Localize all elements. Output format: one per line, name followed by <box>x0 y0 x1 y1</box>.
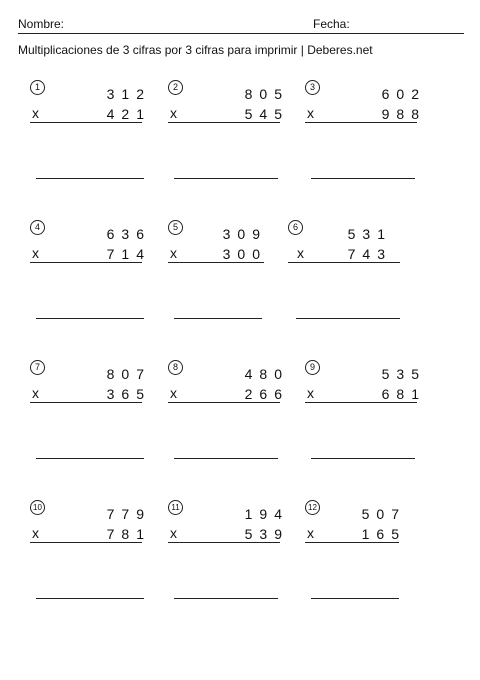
problem-3 <box>305 80 430 190</box>
problem-number-badge: 2 <box>168 80 183 95</box>
multiplication-rule <box>305 402 417 403</box>
problem-6 <box>288 220 413 330</box>
problem-7 <box>30 360 155 470</box>
multiplier: 545 <box>244 106 289 122</box>
problem-number-badge: 9 <box>305 360 320 375</box>
times-sign: x <box>32 385 39 401</box>
multiplier: 714 <box>106 246 151 262</box>
answer-line <box>296 318 400 319</box>
multiplication-rule <box>288 262 400 263</box>
problem-number-badge: 12 <box>305 500 320 515</box>
answer-line <box>174 318 262 319</box>
problem-number-badge: 10 <box>30 500 45 515</box>
answer-line <box>311 598 399 599</box>
problem-number-badge: 1 <box>30 80 45 95</box>
multiplication-rule <box>168 122 280 123</box>
multiplicand: 636 <box>106 226 151 242</box>
multiplier: 539 <box>244 526 289 542</box>
problem-1 <box>30 80 155 190</box>
multiplication-rule <box>30 402 142 403</box>
times-sign: x <box>307 525 314 541</box>
multiplier: 165 <box>361 526 406 542</box>
answer-line <box>36 598 144 599</box>
problem-11 <box>168 500 293 610</box>
date-label: Fecha: <box>313 17 350 31</box>
times-sign: x <box>170 525 177 541</box>
problem-number-badge: 4 <box>30 220 45 235</box>
multiplier: 781 <box>106 526 151 542</box>
multiplier: 743 <box>347 246 392 262</box>
times-sign: x <box>32 105 39 121</box>
answer-line <box>311 178 415 179</box>
times-sign: x <box>307 105 314 121</box>
name-label: Nombre: <box>18 17 65 31</box>
problem-4 <box>30 220 155 330</box>
problem-10 <box>30 500 155 610</box>
multiplication-rule <box>30 262 142 263</box>
multiplier: 421 <box>106 106 151 122</box>
times-sign: x <box>170 385 177 401</box>
problem-number-badge: 7 <box>30 360 45 375</box>
times-sign: x <box>170 245 177 261</box>
times-sign: x <box>32 525 39 541</box>
answer-line <box>311 458 415 459</box>
multiplier: 681 <box>381 386 426 402</box>
multiplication-rule <box>168 542 280 543</box>
multiplicand: 312 <box>106 86 151 102</box>
multiplier: 988 <box>381 106 426 122</box>
multiplicand: 531 <box>347 226 392 242</box>
problem-number-badge: 11 <box>168 500 183 515</box>
multiplier: 300 <box>222 246 267 262</box>
multiplication-rule <box>30 542 142 543</box>
multiplicand: 602 <box>381 86 426 102</box>
multiplicand: 779 <box>106 506 151 522</box>
answer-line <box>174 598 278 599</box>
multiplier: 266 <box>244 386 289 402</box>
problem-number-badge: 5 <box>168 220 183 235</box>
multiplicand: 309 <box>222 226 267 242</box>
times-sign: x <box>307 385 314 401</box>
multiplicand: 535 <box>381 366 426 382</box>
answer-line <box>36 458 144 459</box>
multiplicand: 480 <box>244 366 289 382</box>
problem-8 <box>168 360 293 470</box>
worksheet-title: Multiplicaciones de 3 cifras por 3 cifras para imprimir | Deberes.net <box>18 43 373 57</box>
times-sign: x <box>32 245 39 261</box>
header-rule <box>18 33 464 34</box>
multiplicand: 507 <box>361 506 406 522</box>
answer-line <box>174 458 278 459</box>
problem-number-badge: 3 <box>305 80 320 95</box>
multiplication-rule <box>168 262 264 263</box>
problem-12 <box>305 500 430 610</box>
multiplicand: 194 <box>244 506 289 522</box>
multiplicand: 807 <box>106 366 151 382</box>
problem-number-badge: 6 <box>288 220 303 235</box>
multiplication-rule <box>305 122 417 123</box>
multiplication-rule <box>305 542 399 543</box>
times-sign: x <box>170 105 177 121</box>
problem-2 <box>168 80 293 190</box>
problem-5 <box>168 220 293 330</box>
multiplicand: 805 <box>244 86 289 102</box>
answer-line <box>36 178 144 179</box>
answer-line <box>174 178 278 179</box>
times-sign: x <box>297 245 304 261</box>
problem-number-badge: 8 <box>168 360 183 375</box>
multiplier: 365 <box>106 386 151 402</box>
answer-line <box>36 318 144 319</box>
problem-9 <box>305 360 430 470</box>
multiplication-rule <box>168 402 280 403</box>
multiplication-rule <box>30 122 142 123</box>
